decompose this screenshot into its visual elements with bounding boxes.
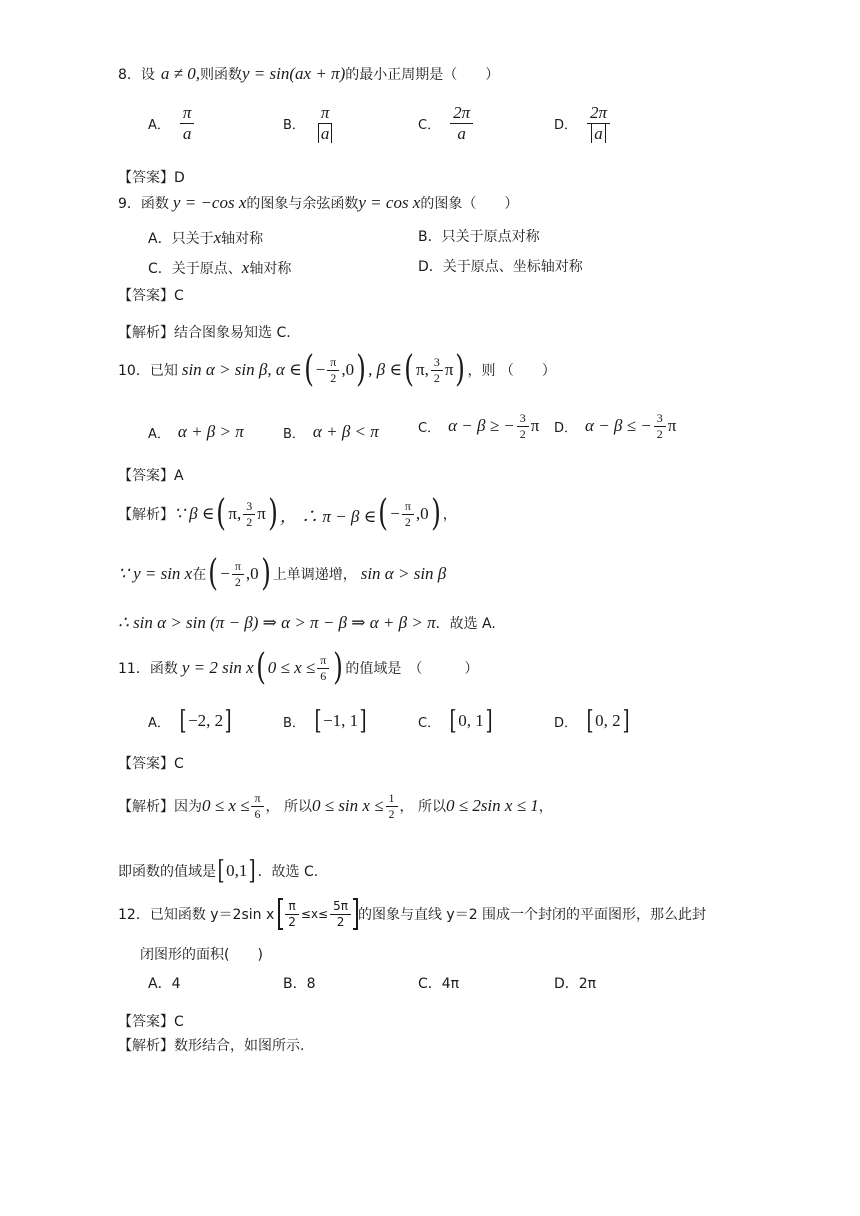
q8-function: y = sin(ax + π) [242, 64, 346, 83]
q8-option-d[interactable]: D． $\frac{2\pi}{a}$ [554, 104, 612, 143]
q11-option-d[interactable]: D． [ 0, 2 ] [554, 706, 630, 736]
q8-condition: a ≠ 0, [160, 64, 201, 83]
q11-analysis-line-2: 即函数的值域是 [ 0,1 ] ．故选 C. [118, 856, 319, 886]
q12-option-c[interactable]: C．4π [418, 976, 460, 992]
q8-stem [118, 64, 499, 84]
q9-function-1: y = −cos x [172, 193, 247, 212]
q10-option-b[interactable]: B． α + β < π [283, 422, 379, 442]
q8-number: 8．设 [118, 67, 155, 83]
q10-analysis-line-3: ∴ sin α > sin (π − β) ⇒ α > π − β ⇒ α + β > π ．故选 A. [118, 613, 496, 632]
q10-option-d[interactable]: D． α − β ≤ − $\frac{3}{2}$ π [554, 411, 677, 441]
q12-option-a[interactable]: A．4 [148, 976, 181, 992]
q8-option-b[interactable]: B． $\frac{\pi}{a}$ [283, 104, 337, 143]
q12-option-d[interactable]: D．2π [554, 976, 597, 992]
q12-domain-bracket: $\frac{\pi}{2}$ ≤x≤ $\frac{5\pi}{2}$ [278, 898, 358, 930]
q10-option-c[interactable]: C． α − β ≥ − $\frac{3}{2}$ π [418, 411, 540, 441]
q9-stem: 9．函数 y = −cos x 的图象与余弦函数 y = cos x 的图象（ ） [118, 193, 519, 212]
q11-analysis-line-1: 【解析】因为 0 ≤ x ≤ $\frac{\pi}{6}$ ， 所以 0 ≤ sin x ≤ $\frac{1}{2}$ ， 所以 0 ≤ 2sin x ≤ 1 ， [118, 791, 553, 821]
q8-answer: 【答案】D [118, 170, 185, 186]
q9-option-c[interactable]: C．关于原点、 x 轴对称 [148, 258, 292, 277]
q8-option-c-fraction: $\frac{2\pi}{a}$ [450, 104, 473, 143]
q8-option-a-fraction: $\frac{\pi}{a}$ [180, 104, 195, 143]
q9-option-b[interactable]: B．只关于原点对称 [418, 229, 540, 245]
q8-stem-mid: 则函数 [200, 67, 243, 83]
q10-option-a[interactable]: A． α + β > π [148, 422, 244, 442]
q9-function-2: y = cos x [358, 193, 421, 212]
q11-answer: 【答案】C [118, 756, 184, 772]
q8-option-a[interactable]: A． $\frac{\pi}{a}$ [148, 104, 196, 143]
q12-stem-line-1: 12．已知函数 y＝2sin x $\frac{\pi}{2}$ ≤x≤ $\frac{5\pi}{2}$ 的图象与直线 y＝2 围成一个封闭的平面图形，那么此封 [118, 899, 707, 929]
q11-option-a[interactable]: A． [ −2, 2 ] [148, 706, 232, 736]
q8-option-c[interactable]: C． $\frac{2\pi}{a}$ [418, 104, 475, 143]
q9-analysis: 【解析】结合图象易知选 C. [118, 325, 291, 341]
q9-answer: 【答案】C [118, 288, 184, 304]
q10-answer: 【答案】A [118, 468, 184, 484]
q12-option-b[interactable]: B．8 [283, 976, 316, 992]
q12-analysis: 【解析】数形结合，如图所示. [118, 1038, 305, 1054]
q12-stem-line-2: 闭图形的面积( ) [140, 947, 263, 963]
q8-option-d-fraction: $\frac{2\pi}{a}$ [587, 104, 610, 143]
q9-option-d[interactable]: D．关于原点、坐标轴对称 [418, 259, 583, 275]
q10-analysis-line-1: 【解析】 ∵ β ∈ ( π, $\frac{3}{2}$ π ) ， ∴ π − β ∈ ( − $\frac{\pi}{2}$ ,0 ) ， [118, 493, 457, 534]
q11-option-c[interactable]: C． [ 0, 1 ] [418, 706, 493, 736]
q10-stem: 10．已知 sin α > sin β, α ∈ ( − $\frac{\pi}{2}$ ,0 ) , β ∈ ( π, $\frac{3}{2}$ π ) ，则 （ ） [118, 349, 556, 390]
q10-analysis-line-2: ∵ y = sin x 在 ( − $\frac{\pi}{2}$ ,0 ) 上单调递增， sin α > sin β [118, 553, 447, 594]
q8-stem-end: 的最小正周期是（ ） [345, 67, 500, 83]
q9-option-a[interactable]: A．只关于 x 轴对称 [148, 228, 264, 247]
q8-option-b-fraction: $\frac{\pi}{a}$ [315, 104, 336, 143]
q11-stem: 11．函数 y = 2 sin x ( 0 ≤ x ≤ $\frac{\pi}{6}$ ) 的值域是 （ ） [118, 647, 479, 688]
q12-answer: 【答案】C [118, 1014, 184, 1030]
q11-option-b[interactable]: B． [ −1, 1 ] [283, 706, 367, 736]
